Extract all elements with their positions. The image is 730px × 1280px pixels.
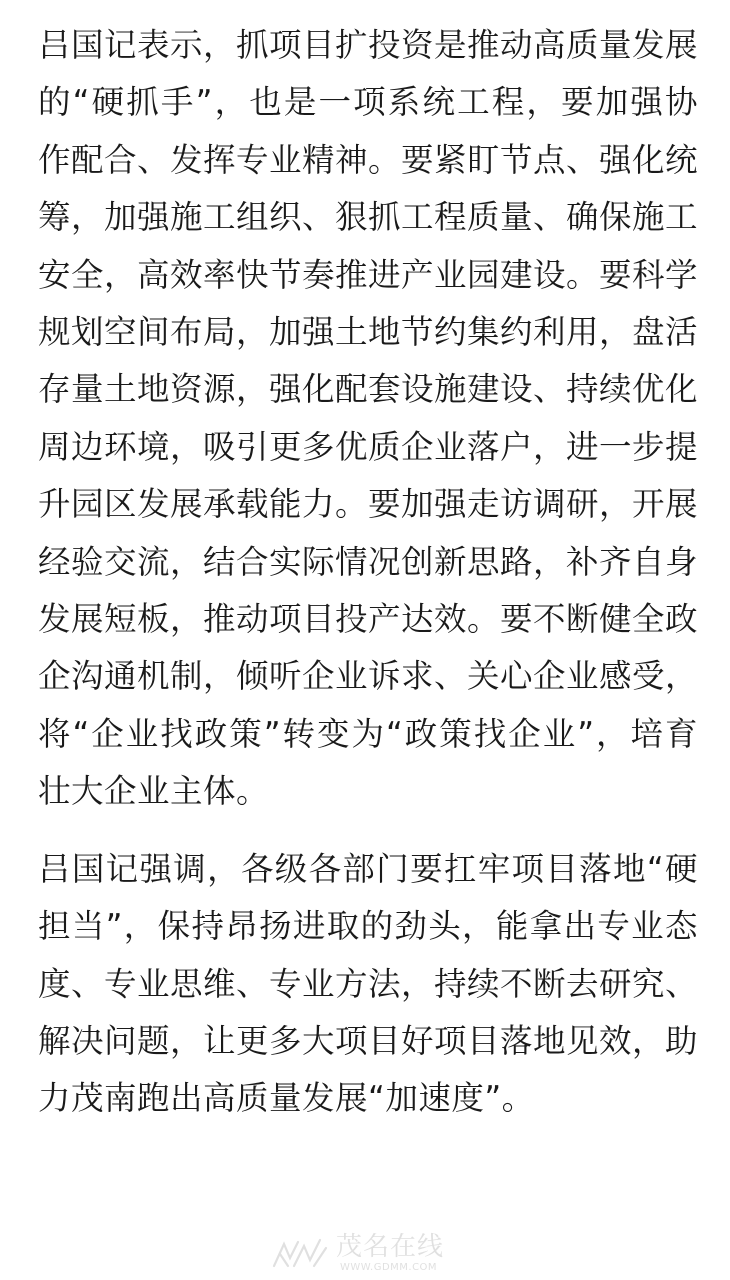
watermark-logo-icon xyxy=(270,1236,332,1272)
watermark-name: 茂名在线 xyxy=(336,1232,445,1262)
article-body xyxy=(38,17,698,1128)
watermark xyxy=(270,1232,470,1278)
article-paragraph-2: 吕国记强调，各级各部门要扛牢项目落地“硬担当”，保持昂扬进取的劲头，能拿出专业态度、专业思维、专业方法，持续不断去研究、解决问题，让更多大项目好项目落地见效，助力茂南跑出高质量发展“加速度”。 xyxy=(38,849,699,1118)
article-paragraph-1: 吕国记表示，抓项目扩投资是推动高质量发展的“硬抓手”，也是一项系统工程，要加强协作配合、发挥专业精神。要紧盯节点、强化统筹，加强施工组织、狠抓工程质量、确保施工安全，高效率快节奏推进产业园建设。要科学规划空间布局，加强土地节约集约利用，盘活存量土地资源，强化配套设施建设、持续优化周边环境，吸引更多优质企业落户，进一步提升园区发展承载能力。要加强走访调研，开展经验交流，结合实际情况创新思路，补齐自身发展短板，推动项目投产达效。要不断健全政企沟通机制，倾听企业诉求、关心企业感受，将“企业找政策”转变为“政策找企业”，培育壮大企业主体。 xyxy=(38,26,699,811)
watermark-url: WWW.GDMM.COM xyxy=(340,1262,438,1273)
